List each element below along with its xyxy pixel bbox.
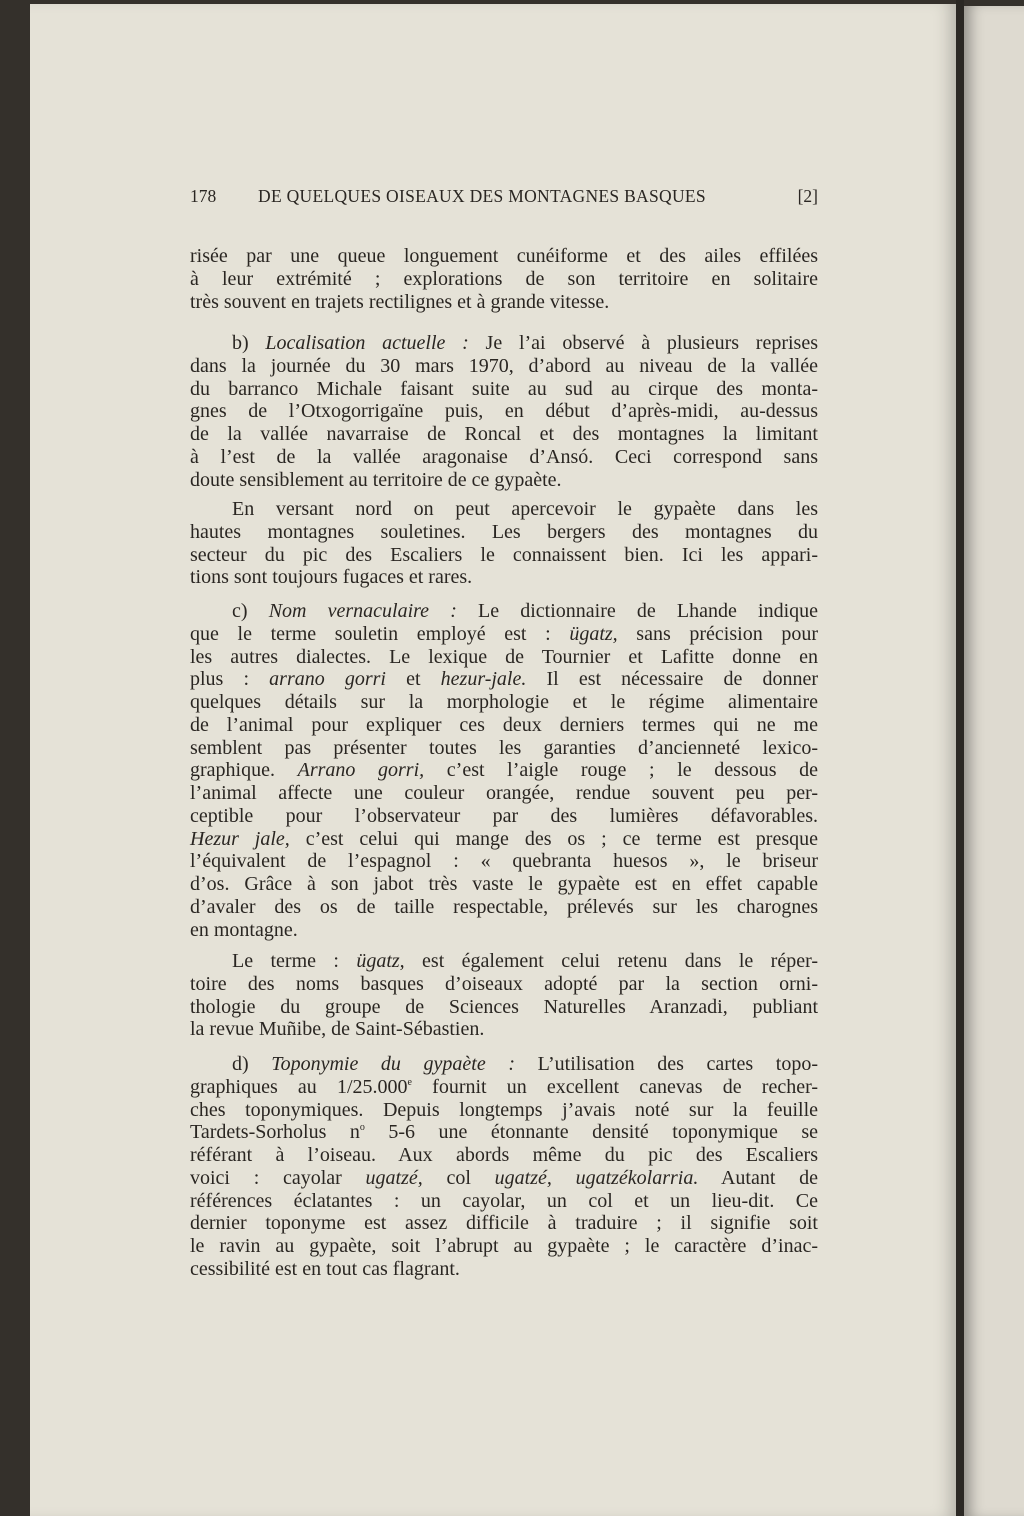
text-line bbox=[190, 1144, 818, 1167]
text-segment: doute sensiblement au territoire de ce gypaète. bbox=[190, 468, 562, 491]
paragraph-continuation bbox=[190, 245, 818, 313]
superscript: e bbox=[407, 1076, 412, 1088]
text-segment: hautes montagnes souletines. Les bergers des montagnes du bbox=[190, 520, 818, 543]
text-segment: ches toponymiques. Depuis longtemps j’avais noté sur la feuille bbox=[190, 1098, 818, 1121]
text-line bbox=[190, 1167, 818, 1190]
text-segment: l’animal affecte une couleur orangée, rendue souvent peu per- bbox=[190, 782, 818, 804]
text-segment: que le terme souletin employé est : bbox=[190, 622, 570, 645]
text-segment: d’os. Grâce à son jabot très vaste le gypaète est en effet capable bbox=[190, 873, 818, 895]
text-line bbox=[190, 782, 818, 805]
paragraph-terme-ugatz bbox=[190, 950, 818, 1041]
text-line bbox=[190, 828, 818, 851]
text-line bbox=[190, 566, 818, 589]
text-segment: d’avaler des os de taille respectable, prélevés sur les charognes bbox=[190, 895, 818, 918]
text-segment: tions sont toujours fugaces et rares. bbox=[190, 566, 473, 589]
paragraph-toponymie bbox=[190, 1053, 818, 1281]
text-segment: est également celui retenu dans le réper- bbox=[404, 950, 818, 972]
text-segment: la revue Muñibe, de Saint-Sébastien. bbox=[190, 1018, 485, 1041]
text-segment: toire des noms basques d’oiseaux adopté par la section orni- bbox=[190, 972, 818, 995]
text-segment: dans la journée du 30 mars 1970, d’abord au niveau de la vallée bbox=[190, 354, 818, 377]
text-segment: dernier toponyme est assez difficile à traduire ; il signifie soit bbox=[190, 1212, 818, 1235]
text-line bbox=[190, 646, 818, 669]
running-title: DE QUELQUES OISEAUX DES MONTAGNES BASQUES bbox=[258, 186, 706, 206]
paragraph-nom-vernaculaire bbox=[190, 600, 818, 941]
text-line bbox=[190, 245, 818, 268]
page-number: 178 bbox=[190, 186, 217, 206]
text-segment: c’est celui qui mange des os ; ce terme est presque bbox=[289, 827, 818, 850]
text-segment: d) bbox=[232, 1053, 272, 1075]
italic-term: arrano gorri bbox=[269, 668, 386, 691]
paragraph-versant-nord bbox=[190, 498, 818, 589]
italic-term: Nom vernaculaire : bbox=[268, 600, 457, 622]
text-segment: le ravin au gypaète, soit l’abrupt au gypaète ; le caractère d’inac- bbox=[190, 1235, 818, 1257]
text-segment: gnes de l’Otxogorrigaïne puis, en début d’après-midi, au-dessus bbox=[190, 400, 818, 423]
text-line bbox=[190, 1212, 818, 1235]
text-segment: cessibilité est en tout cas flagrant. bbox=[190, 1257, 460, 1280]
italic-term: ügatz, bbox=[356, 950, 405, 972]
italic-term: ügatz, bbox=[569, 622, 618, 645]
text-line bbox=[190, 521, 818, 544]
text-line bbox=[190, 714, 818, 737]
paragraph-localisation bbox=[190, 332, 818, 491]
text-segment: Le dictionnaire de Lhande indique bbox=[456, 600, 819, 622]
italic-term: hezur-jale. bbox=[440, 668, 527, 691]
text-line bbox=[190, 446, 818, 469]
text-line bbox=[190, 600, 818, 623]
text-line bbox=[190, 423, 818, 446]
text-segment: à l’est de la vallée aragonaise d’Ansó. Ceci correspond sans bbox=[190, 445, 818, 468]
italic-term: ugatzé, bbox=[365, 1166, 423, 1189]
text-segment: de la vallée navarraise de Roncal et des montagnes la limitant bbox=[190, 423, 818, 445]
text-line bbox=[190, 691, 818, 714]
text-line bbox=[190, 973, 818, 996]
text-segment: thologie du groupe de Sciences Naturelles Aranzadi, publiant bbox=[190, 995, 818, 1018]
section-marker: [2] bbox=[797, 186, 818, 206]
text-segment: de l’animal pour expliquer ces deux derniers termes qui ne me bbox=[190, 713, 818, 736]
text-segment: semblent pas présenter toutes les garanties d’ancienneté lexico- bbox=[190, 736, 818, 759]
text-segment: Je l’ai observé à plusieurs reprises bbox=[468, 332, 818, 354]
italic-term: Localisation actuelle : bbox=[265, 332, 469, 354]
text-segment: Le terme : bbox=[232, 950, 357, 972]
italic-term: Toponymie du gypaète : bbox=[271, 1053, 515, 1075]
text-segment: références éclatantes : un cayolar, un col et un lieu-dit. Ce bbox=[190, 1189, 818, 1212]
text-segment: les autres dialectes. Le lexique de Tournier et Lafitte donne en bbox=[190, 645, 818, 668]
text-line bbox=[190, 469, 818, 492]
text-segment: c) bbox=[232, 600, 269, 622]
text-line bbox=[190, 498, 818, 521]
text-line bbox=[190, 759, 818, 782]
text-line bbox=[190, 1018, 818, 1041]
text-line bbox=[190, 1076, 818, 1099]
text-line bbox=[190, 268, 818, 291]
text-line bbox=[190, 1190, 818, 1213]
text-line bbox=[190, 950, 818, 973]
text-segment: c’est l’aigle rouge ; le dessous de bbox=[424, 759, 819, 782]
facing-page-edge bbox=[964, 6, 1024, 1516]
text-line bbox=[190, 850, 818, 873]
text-segment: du barranco Michale faisant suite au sud au cirque des monta- bbox=[190, 377, 818, 400]
superscript: o bbox=[359, 1122, 365, 1134]
text-line bbox=[190, 996, 818, 1019]
text-line bbox=[190, 623, 818, 646]
text-segment: En versant nord on peut apercevoir le gypaète dans les bbox=[232, 498, 818, 520]
text-line bbox=[190, 1235, 818, 1258]
text-line bbox=[190, 355, 818, 378]
text-segment: en montagne. bbox=[190, 918, 298, 941]
text-line bbox=[190, 737, 818, 760]
text-segment: à leur extrémité ; explorations de son territoire en solitaire bbox=[190, 267, 818, 290]
text-line bbox=[190, 1053, 818, 1076]
text-line bbox=[190, 919, 818, 942]
text-line bbox=[190, 668, 818, 691]
book-gutter bbox=[956, 0, 964, 1516]
text-segment: plus : bbox=[190, 668, 270, 691]
running-header bbox=[190, 186, 818, 210]
text-line bbox=[190, 544, 818, 567]
text-segment: Il est nécessaire de donner bbox=[526, 668, 819, 691]
text-segment: 5-6 une étonnante densité toponymique se bbox=[364, 1121, 818, 1144]
text-line bbox=[190, 332, 818, 355]
text-segment: graphiques au 1/25.000 bbox=[190, 1075, 408, 1098]
text-line bbox=[190, 1099, 818, 1122]
text-segment: b) bbox=[232, 332, 266, 354]
text-line bbox=[190, 896, 818, 919]
text-line bbox=[190, 805, 818, 828]
text-segment: Autant de bbox=[698, 1166, 818, 1189]
text-line bbox=[190, 400, 818, 423]
text-segment: col bbox=[422, 1166, 495, 1189]
text-segment: secteur du pic des Escaliers le connaissent bien. Ici les appari- bbox=[190, 543, 818, 566]
text-segment: Tardets-Sorholus n bbox=[190, 1121, 360, 1144]
text-line bbox=[190, 291, 818, 314]
text-segment: graphique. bbox=[190, 759, 298, 782]
text-line bbox=[190, 1121, 818, 1144]
text-line bbox=[190, 1258, 818, 1281]
text-segment: référant à l’oiseau. Aux abords même du pic des Escaliers bbox=[190, 1144, 818, 1166]
text-segment: très souvent en trajets rectilignes et à grande vitesse. bbox=[190, 290, 610, 313]
text-segment: L’utilisation des cartes topo- bbox=[515, 1053, 818, 1075]
text-segment: risée par une queue longuement cunéiforme et des ailes effilées bbox=[190, 245, 818, 267]
text-segment: fournit un excellent canevas de recher- bbox=[411, 1075, 818, 1098]
text-line bbox=[190, 378, 818, 401]
italic-term: Hezur jale, bbox=[190, 827, 290, 850]
text-segment: quelques détails sur la morphologie et le régime alimentaire bbox=[190, 691, 818, 713]
text-segment: l’équivalent de l’espagnol : « quebranta huesos », le briseur bbox=[190, 850, 818, 873]
text-segment: voici : cayolar bbox=[190, 1166, 366, 1189]
text-segment: ceptible pour l’observateur par des lumières défavorables. bbox=[190, 804, 818, 827]
italic-term: ugatzé, ugatzékolarria. bbox=[494, 1166, 699, 1189]
italic-term: Arrano gorri, bbox=[297, 759, 425, 782]
text-line bbox=[190, 873, 818, 896]
text-segment: sans précision pour bbox=[617, 622, 818, 645]
text-segment: et bbox=[385, 668, 441, 691]
